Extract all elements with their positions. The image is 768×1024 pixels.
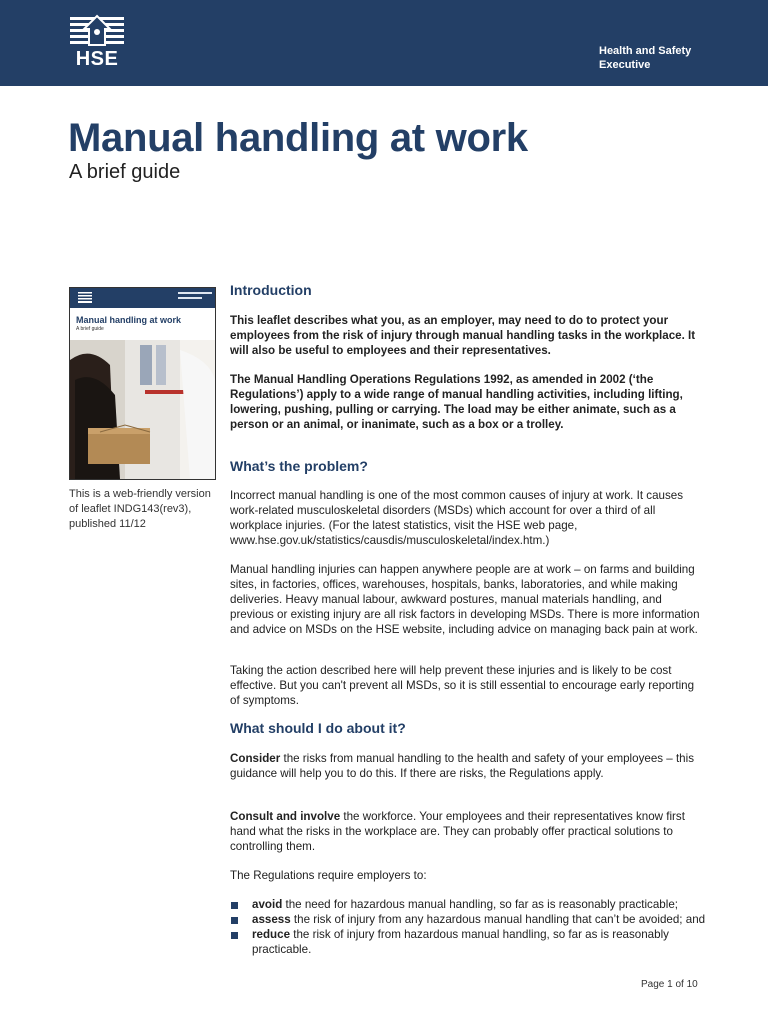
leaflet-cover-thumbnail xyxy=(69,287,216,480)
consult-text: the workforce. Your employees and their representatives know first hand what the risks in the workplace are. They can probably offer practical solutions to controlling them. xyxy=(230,810,685,853)
problem-paragraph-3: Taking the action described here will help prevent these injuries and is likely to be cost effective. But you can't prevent all MSDs, so it is still essential to encourage early reporting of symptoms. xyxy=(230,664,695,707)
consult-paragraph xyxy=(230,809,706,854)
cover-org-line xyxy=(178,292,212,294)
consider-paragraph xyxy=(230,751,706,781)
cover-hse-logo-icon xyxy=(78,291,92,305)
list-item-text: the need for hazardous manual handling, so far as is reasonably practicable; xyxy=(282,898,678,911)
page-title: Manual handling at work xyxy=(68,116,528,160)
intro-paragraph-2: The Manual Handling Operations Regulations 1992, as amended in 2002 (‘the Regulations’) apply to a wide range of manual handling activities, including lifting, lowering, pushing, pulling or carrying. The load may be either animate, such as a person or an animal, or inanimate, such as a box or a trolley. xyxy=(230,373,683,431)
org-line-1: Health and Safety xyxy=(599,45,692,57)
list-item-bold: assess xyxy=(252,913,291,926)
bullet-square-icon xyxy=(231,902,238,909)
org-line-2: Executive xyxy=(599,59,651,71)
cover-photo-image xyxy=(70,340,215,479)
header-banner xyxy=(0,0,768,86)
cover-subtitle: A brief guide xyxy=(76,326,104,332)
consult-bold: Consult and involve xyxy=(230,810,341,823)
cover-org-line xyxy=(178,297,202,299)
list-item xyxy=(230,897,706,912)
page-number: Page 1 of 10 xyxy=(641,979,698,990)
page-subtitle: A brief guide xyxy=(69,161,181,183)
list-item-text: the risk of injury from any hazardous manual handling that can’t be avoided; and xyxy=(290,913,706,926)
list-item xyxy=(230,912,706,927)
list-item-text: the risk of injury from hazardous manual handling, so far as is reasonably practicable. xyxy=(252,928,669,956)
consider-bold: Consider xyxy=(230,752,281,765)
cover-title: Manual handling at work xyxy=(76,315,182,325)
org-name xyxy=(599,44,691,72)
cover-caption: This is a web-friendly version of leaflet INDG143(rev3), published 11/12 xyxy=(69,488,211,530)
bullet-square-icon xyxy=(231,917,238,924)
problem-paragraph-2: Manual handling injuries can happen anywhere people are at work – on farms and building sites, in factories, offices, warehouses, hospitals, banks, laboratories, and while making deliveries. Heavy manual labour, awkward postures, manual materials handling, and previous or existing injury are all risk factors in developing MSDs. There is more information and advice on MSDs on the HSE website, including advice on managing back pain at work. xyxy=(230,563,700,636)
list-item-bold: reduce xyxy=(252,928,291,941)
section-heading-problem: What’s the problem? xyxy=(230,458,368,474)
section-heading-what-to-do: What should I do about it? xyxy=(230,720,406,736)
bullet-square-icon xyxy=(231,932,238,939)
consider-text: the risks from manual handling to the health and safety of your employees – this guidance will help you to do this. If there are risks, the Regulations apply. xyxy=(230,752,694,780)
logo-text: HSE xyxy=(75,48,119,70)
regulations-require-text: The Regulations require employers to: xyxy=(230,869,427,882)
intro-paragraph-1: This leaflet describes what you, as an employer, may need to do to protect your employees from the risk of injury through manual handling tasks in the workplace. It will also be useful to employees and their representatives. xyxy=(230,314,696,357)
section-heading-introduction: Introduction xyxy=(230,282,312,298)
problem-paragraph-1: Incorrect manual handling is one of the most common causes of injury at work. It causes work-related musculoskeletal disorders (MSDs) which account for over a third of all workplace injuries. (For the latest statistics, visit the HSE web page, www.hse.gov.uk/statistics/causdis/musculoskeletal/index.htm.) xyxy=(230,489,684,547)
list-item xyxy=(230,927,706,957)
list-item-bold: avoid xyxy=(252,898,283,911)
requirements-list xyxy=(230,897,706,957)
